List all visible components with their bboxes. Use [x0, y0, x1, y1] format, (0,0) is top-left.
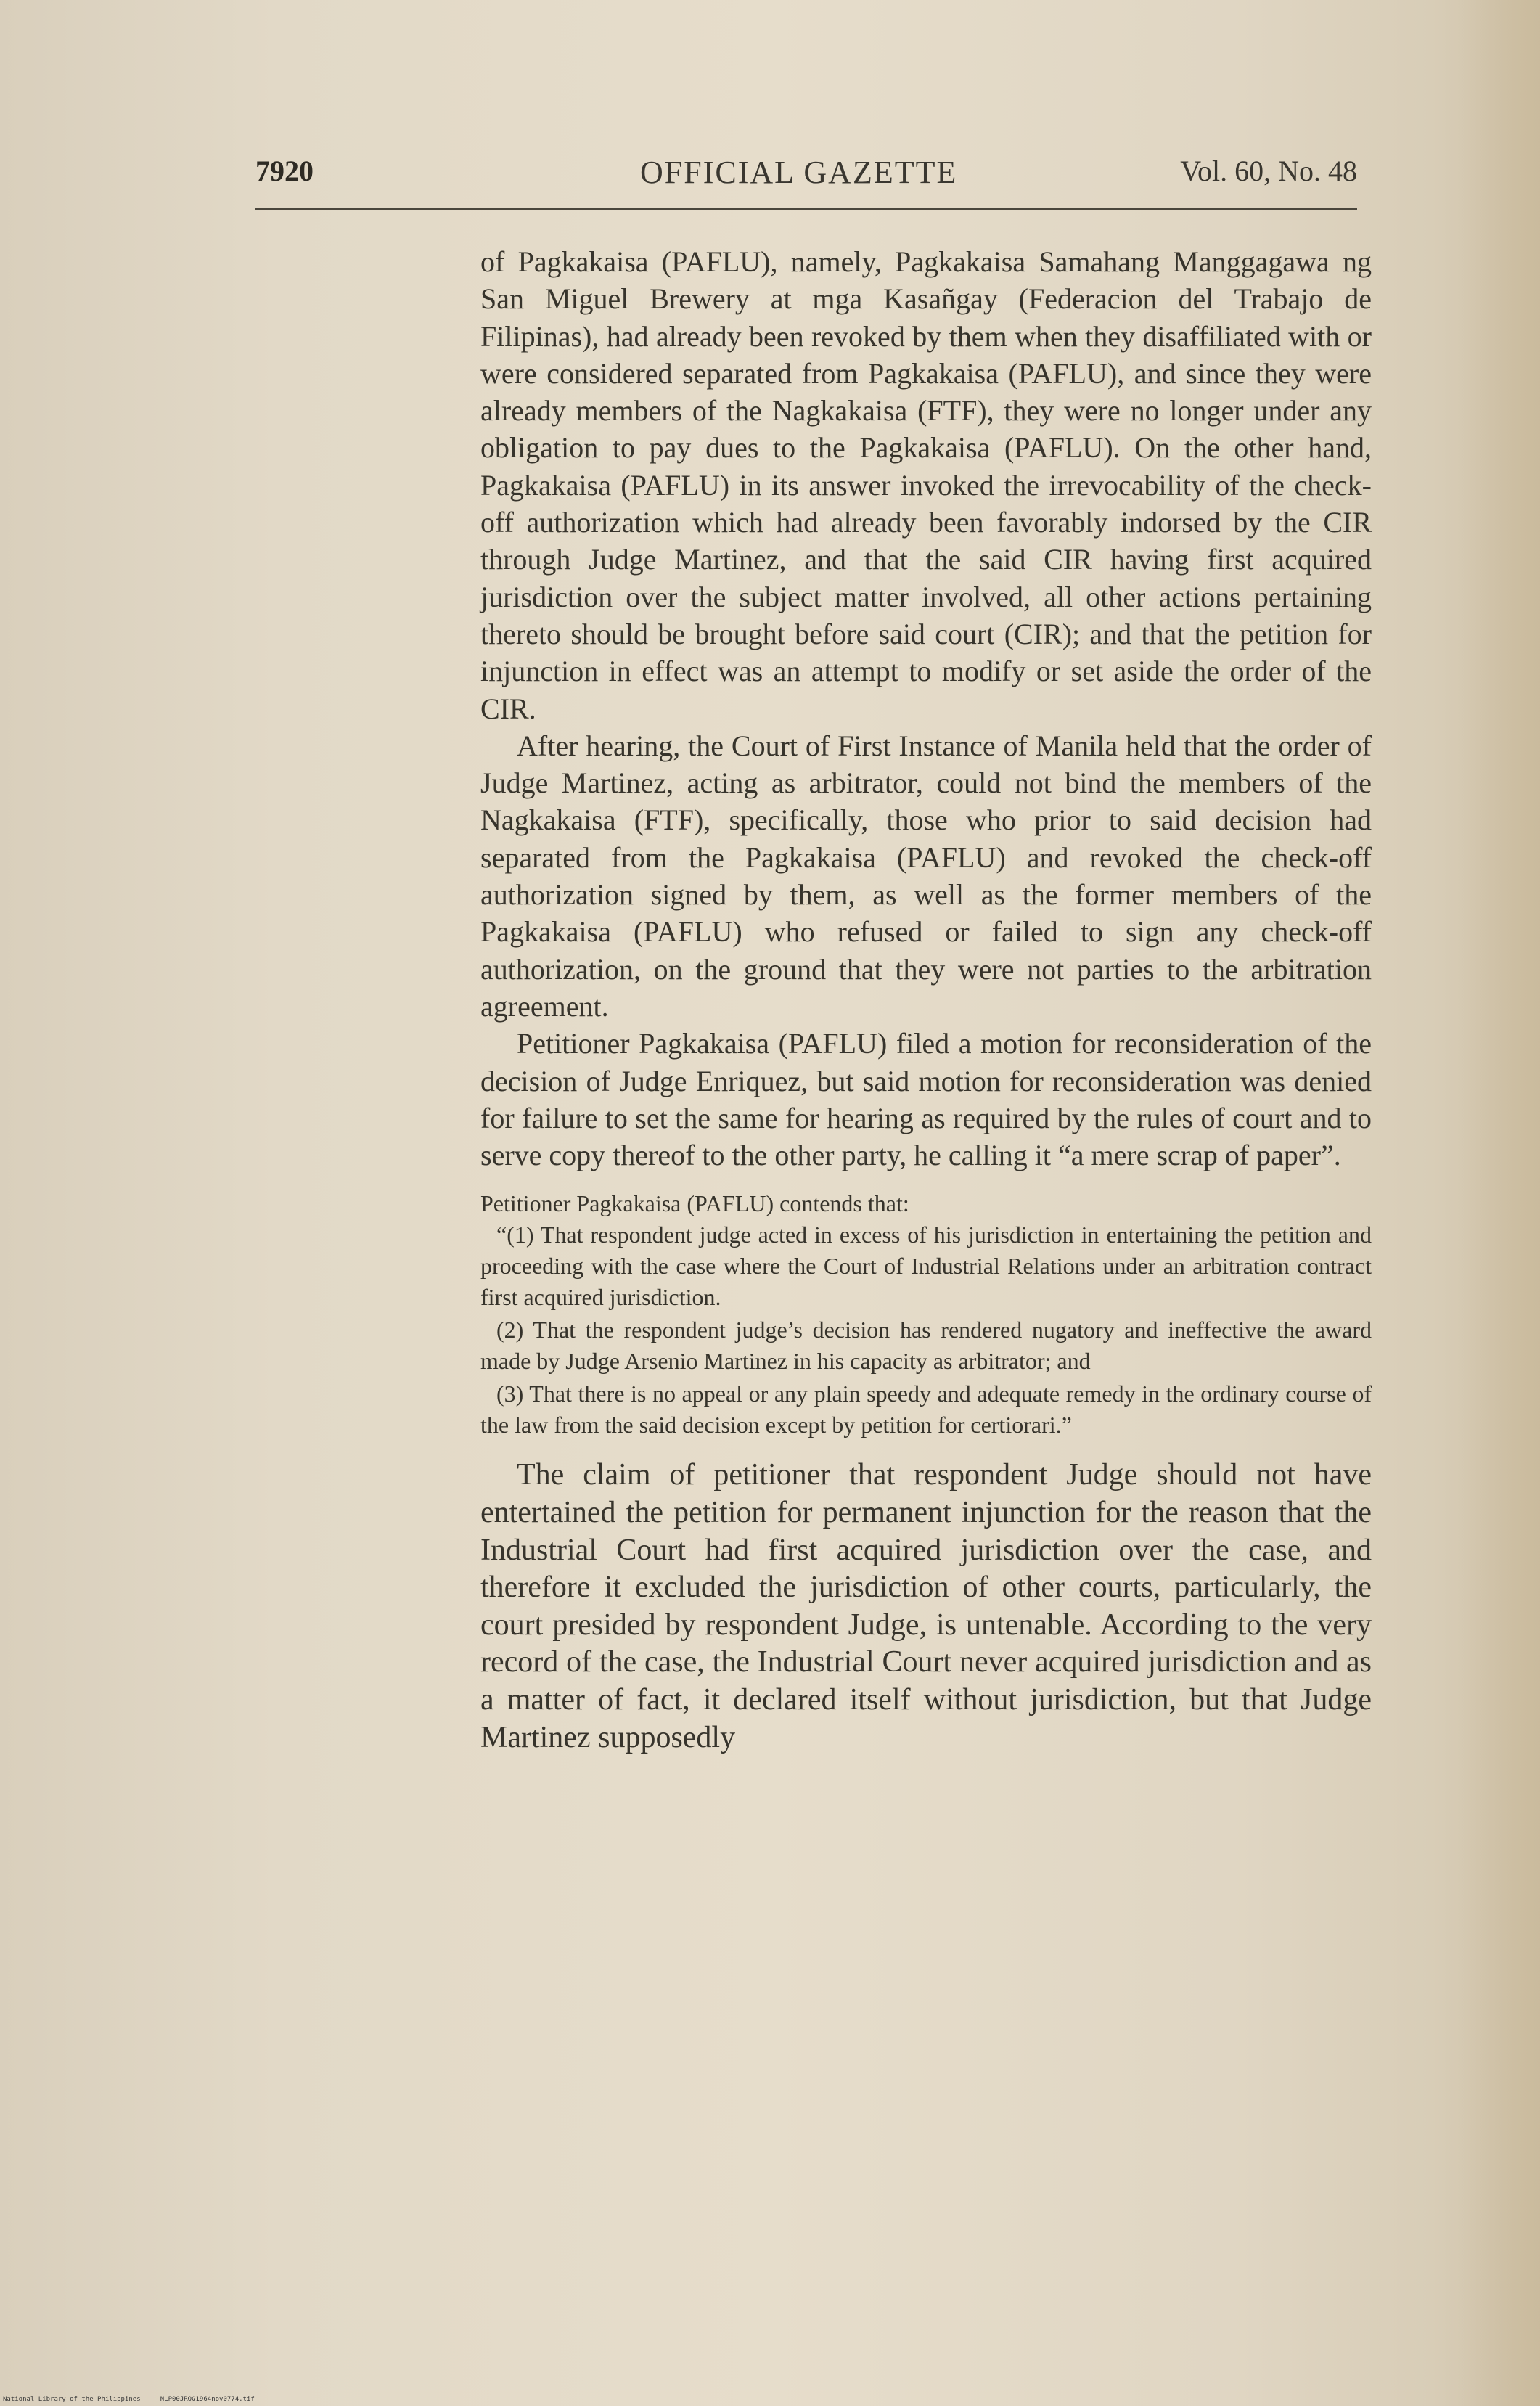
scan-footer [3, 2396, 255, 2403]
block-quote [480, 1188, 1372, 1441]
volume-issue: Vol. 60, No. 48 [1180, 155, 1357, 187]
publication-title: OFFICIAL GAZETTE [640, 155, 958, 190]
quote-intro: Petitioner Pagkakaisa (PAFLU) contends that: [480, 1190, 909, 1217]
header-rule [255, 208, 1357, 210]
quote-item: “(1) That respondent judge acted in excess of his jurisdiction in entertaining the petition and proceeding with the case where the Court of Industrial Relations under an arbitration contract first acquired jurisdiction. [480, 1222, 1372, 1311]
footer-library: National Library of the Philippines [3, 2396, 141, 2403]
body-paragraph: The claim of petitioner that respondent Judge should not have entertained the petition for permanent injunction for the reason that the Industrial Court had first acquired jurisdiction over the case, and therefore it excluded the jurisdiction of other courts, particularly, the court presided by respondent Judge, is untenable. According to the very record of the case, the Industrial Court never acquired jurisdiction and as a matter of fact, it declared itself without jurisdiction, but that Judge Martinez supposedly [480, 1458, 1372, 1754]
page-number: 7920 [255, 155, 314, 187]
footer-filename: NLP00JROG1964nov0774.tif [160, 2396, 255, 2403]
article-body [480, 243, 1372, 1756]
quote-item: (3) That there is no appeal or any plain speedy and adequate remedy in the ordinary course of the law from the said decision except by petition for certiorari.” [480, 1380, 1372, 1439]
page-edge-shadow [1460, 0, 1540, 2406]
body-paragraph: After hearing, the Court of First Instance of Manila held that the order of Judge Martinez, acting as arbitrator, could not bind the members of the Nagkakaisa (FTF), specifically, those who prior to said decision had separated from the Pagkakaisa (PAFLU) and revoked the check-off authorization signed by them, as well as the former members of the Pagkakaisa (PAFLU) who refused or failed to sign any check-off authorization, on the ground that they were not parties to the arbitration agreement. [480, 729, 1372, 1023]
quote-item: (2) That the respondent judge’s decision has rendered nugatory and ineffective the award made by Judge Arsenio Martinez in his capacity as arbitrator; and [480, 1317, 1372, 1375]
running-header [255, 154, 1357, 197]
body-paragraph: Petitioner Pagkakaisa (PAFLU) filed a motion for reconsideration of the decision of Judge Enriquez, but said motion for reconsideration was denied for failure to set the same for hearing as required by the rules of court and to serve copy thereof to the other party, he calling it “a mere scrap of paper”. [480, 1027, 1372, 1172]
body-paragraph: of Pagkakaisa (PAFLU), namely, Pagkakaisa Samahang Manggagawa ng San Miguel Brewery at mga Kasañgay (Federacion del Trabajo de Filipinas), had already been revoked by them when they disaffiliated with or were considered separated from Pagkakaisa (PAFLU), and since they were already members of the Nagkakaisa (FTF), they were no longer under any obligation to pay dues to the Pagkakaisa (PAFLU). On the other hand, Pagkakaisa (PAFLU) in its answer invoked the irrevocability of the check-off authorization which had already been favorably indorsed by the CIR through Judge Martinez, and that the said CIR having first acquired jurisdiction over the subject matter involved, all other actions pertaining thereto should be brought before said court (CIR); and that the petition for injunction in effect was an attempt to modify or set aside the order of the CIR. [480, 245, 1372, 725]
